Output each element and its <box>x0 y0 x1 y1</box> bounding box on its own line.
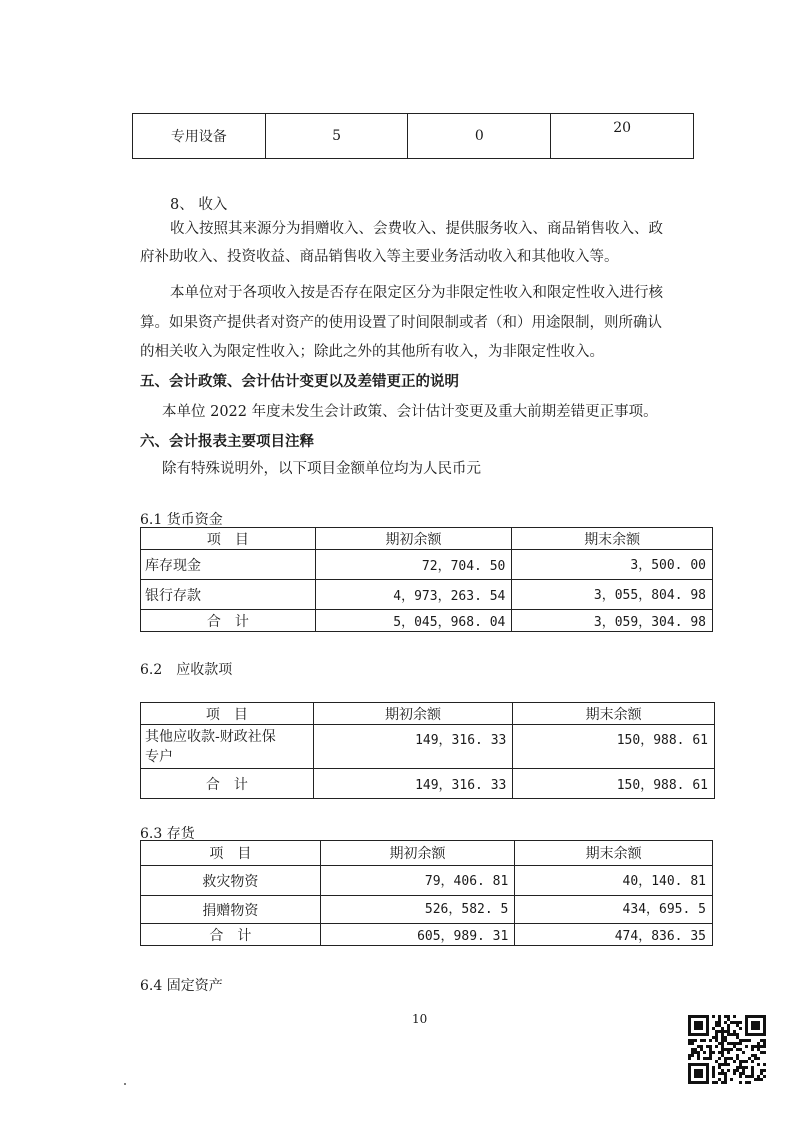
section8-p1-l2: 府补助收入、投资收益、商品销售收入等主要业务活动收入和其他收入等。 <box>140 249 619 265</box>
section8-p2-l1: 本单位对于各项收入按是否存在限定区分为非限定性收入和限定性收入进行核 <box>170 285 663 301</box>
section8-p2-l3: 的相关收入为限定性收入；除此之外的其他所有收入，为非限定性收入。 <box>140 344 604 360</box>
hdr-begin: 期初余额 <box>315 528 512 550</box>
total-end: 474，836. 35 <box>515 924 713 946</box>
cell-c3: 20 <box>551 114 694 159</box>
t63-caption: 6.3 存货 <box>140 826 195 842</box>
section6-body: 除有特殊说明外，以下项目金额单位均为人民币元 <box>162 461 481 477</box>
cell-c2: 0 <box>408 114 551 159</box>
table-row <box>141 725 715 769</box>
total-row <box>141 924 713 946</box>
row-item <box>141 725 314 769</box>
cash-table <box>140 527 713 632</box>
section5-title: 五、会计政策、会计估计变更以及差错更正的说明 <box>140 373 459 390</box>
total-row <box>141 610 713 632</box>
t64-caption: 6.4 固定资产 <box>140 978 223 994</box>
row-end: 3，055，804. 98 <box>512 580 713 610</box>
row-begin: 4，973，263. 54 <box>315 580 512 610</box>
row-item-line2: 专户 <box>145 749 173 765</box>
section6-title: 六、会计报表主要项目注释 <box>140 433 314 450</box>
receivables-table <box>140 702 715 799</box>
row-item-line1: 其他应收款-财政社保 <box>145 729 276 745</box>
scan-speck <box>124 1083 126 1085</box>
section8-title: 8、 收入 <box>170 197 228 213</box>
section5-body: 本单位 2022 年度未发生会计政策、会计估计变更及重大前期差错更正事项。 <box>162 404 658 420</box>
hdr-begin: 期初余额 <box>320 841 515 866</box>
total-label: 合 计 <box>141 924 321 946</box>
row-item: 银行存款 <box>141 580 316 610</box>
equipment-table <box>132 113 694 159</box>
cell-c1: 5 <box>265 114 408 159</box>
hdr-item: 项 目 <box>141 703 314 725</box>
total-row <box>141 769 715 799</box>
inventory-table <box>140 840 713 946</box>
row-begin: 526，582. 5 <box>320 896 515 924</box>
qr-code-icon <box>688 1015 766 1085</box>
total-label: 合 计 <box>141 769 314 799</box>
page-number: 10 <box>412 1012 428 1026</box>
total-begin: 5，045，968. 04 <box>315 610 512 632</box>
row-item: 库存现金 <box>141 550 316 580</box>
total-begin: 149，316. 33 <box>313 769 513 799</box>
table-row <box>141 866 713 896</box>
hdr-begin: 期初余额 <box>313 703 513 725</box>
t62-caption: 6.2 应收款项 <box>140 662 233 678</box>
table-row <box>141 580 713 610</box>
total-end: 150，988. 61 <box>513 769 715 799</box>
section8-p2-l2: 算。如果资产提供者对资产的使用设置了时间限制或者（和）用途限制，则所确认 <box>140 315 662 331</box>
hdr-item: 项 目 <box>141 841 321 866</box>
row-begin: 149，316. 33 <box>313 725 513 769</box>
row-end: 434，695. 5 <box>515 896 713 924</box>
cell-item: 专用设备 <box>133 114 266 159</box>
row-begin: 72，704. 50 <box>315 550 512 580</box>
row-begin: 79，406. 81 <box>320 866 515 896</box>
hdr-item: 项 目 <box>141 528 316 550</box>
total-label: 合 计 <box>141 610 316 632</box>
row-end: 40，140. 81 <box>515 866 713 896</box>
row-end: 3，500. 00 <box>512 550 713 580</box>
total-end: 3，059，304. 98 <box>512 610 713 632</box>
row-item: 救灾物资 <box>141 866 321 896</box>
row-end: 150，988. 61 <box>513 725 715 769</box>
hdr-end: 期末余额 <box>512 528 713 550</box>
hdr-end: 期末余额 <box>515 841 713 866</box>
row-item: 捐赠物资 <box>141 896 321 924</box>
table-row <box>141 896 713 924</box>
table-row <box>141 550 713 580</box>
t61-caption: 6.1 货币资金 <box>140 512 223 528</box>
total-begin: 605，989. 31 <box>320 924 515 946</box>
hdr-end: 期末余额 <box>513 703 715 725</box>
section8-p1-l1: 收入按照其来源分为捐赠收入、会费收入、提供服务收入、商品销售收入、政 <box>170 221 663 237</box>
